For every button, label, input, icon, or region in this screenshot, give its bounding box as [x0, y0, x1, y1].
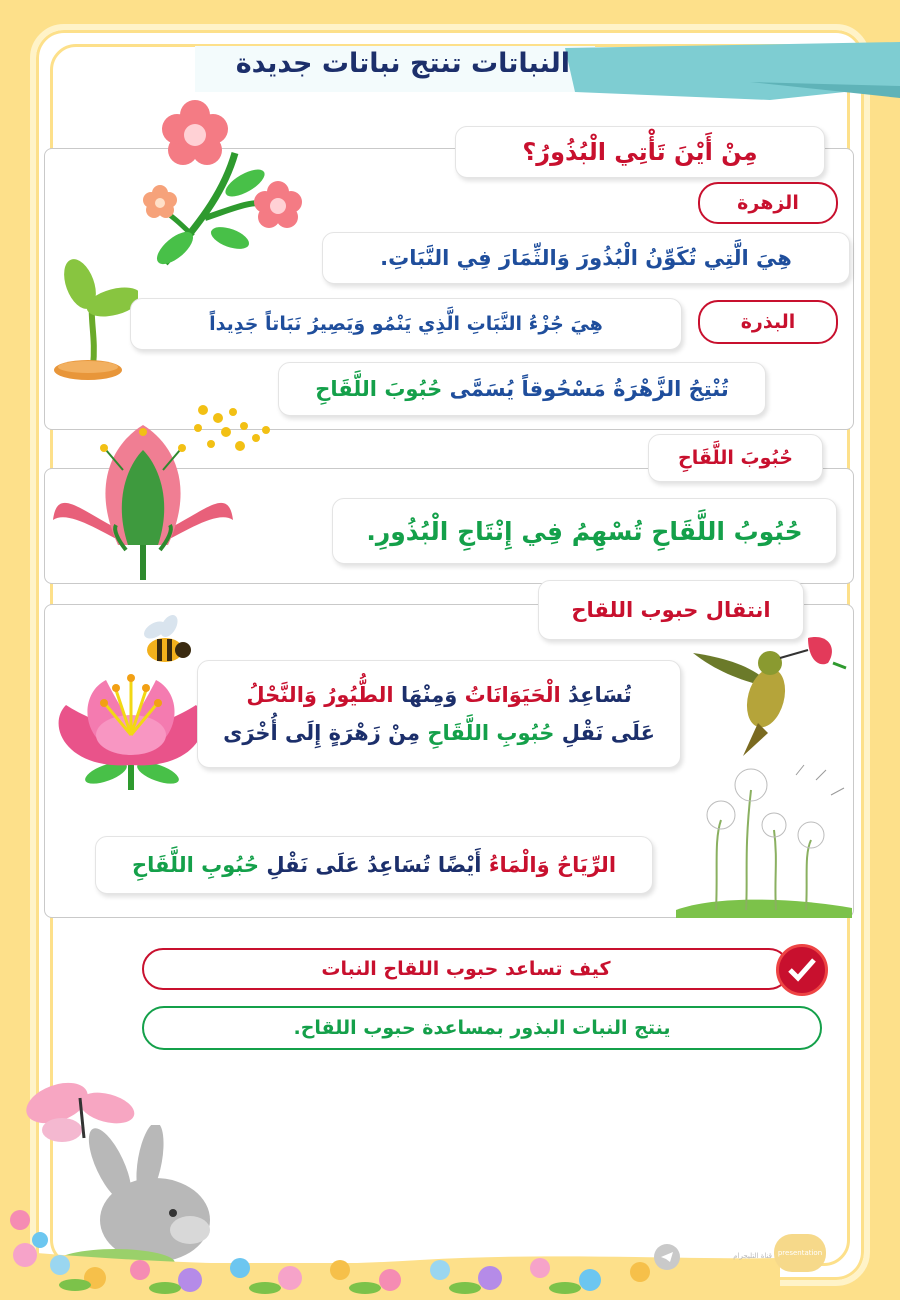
animals-l2-p1: عَلَى نَقْلِ	[561, 721, 655, 745]
wind-water-p1: الرِّيَاحُ وَالْمَاءُ	[488, 853, 617, 877]
pollen-intro	[315, 377, 729, 401]
review-question-box	[142, 948, 790, 990]
animals-l2-p3: مِنْ زَهْرَةٍ إِلَى أُخْرَى	[223, 721, 420, 745]
animals-l2-p2: حُبُوبِ اللَّقَاحِ	[427, 721, 555, 745]
animals-l1-p4: الطُّيُورُ وَالنَّحْلُ	[246, 683, 394, 707]
animals-l1-p1: تُسَاعِدُ	[568, 683, 632, 707]
page-title: النباتات تنتج نباتات جديدة	[235, 48, 570, 79]
flower-definition-box	[322, 232, 850, 284]
flower-label: الزهرة	[737, 192, 799, 214]
dandelion-icon	[676, 760, 852, 918]
animals-line-1	[246, 683, 631, 707]
sprout-seed-icon	[48, 252, 138, 387]
review-answer-box	[142, 1006, 822, 1050]
animals-line-2	[223, 721, 655, 745]
checkmark-icon	[776, 944, 828, 996]
pollen-sentence	[366, 517, 802, 546]
pollen-intro-box	[278, 362, 766, 416]
presentation-badge-text: presentation	[777, 1249, 823, 1257]
transfer-heading: انتقال حبوب اللقاح	[571, 598, 771, 622]
animals-text-box	[197, 660, 681, 768]
flower-definition: هِيَ الَّتِي تُكَوِّنُ الْبُذُورَ وَالثِّمَارَ فِي النَّبَاتِ.	[380, 246, 792, 270]
flower-stem-icon	[135, 98, 315, 273]
pollen-sentence-box	[332, 498, 837, 564]
flower-label-tag	[698, 182, 838, 224]
seed-label: البذرة	[740, 311, 796, 333]
question-text: مِنْ أَيْنَ تَأْتِي الْبُذُورُ؟	[522, 138, 758, 166]
question-tag	[455, 126, 825, 178]
lily-flower-icon	[48, 420, 238, 585]
seed-label-tag	[698, 300, 838, 344]
wind-water-text	[132, 853, 616, 877]
animals-text-lines	[223, 683, 655, 745]
pollen-sentence-part1: حُبُوبُ اللَّقَاحِ	[651, 516, 803, 546]
wind-water-p2: أَيْضًا تُسَاعِدُ عَلَى نَقْلِ	[266, 853, 482, 877]
animals-l1-p2: الْحَيَوَانَاتُ	[464, 683, 561, 707]
presentation-badge	[774, 1234, 826, 1272]
pollen-intro-part1: تُنْتِجُ الزَّهْرَةُ مَسْحُوقاً يُسَمَّى	[449, 377, 729, 401]
seed-definition: هِيَ جُزْءُ النَّبَاتِ الَّذِي يَنْمُو وَيَصِيرُ نَبَاتاً جَدِيداً	[209, 313, 603, 335]
wind-water-p3: حُبُوبِ اللَّقَاحِ	[131, 853, 260, 877]
seed-definition-box	[130, 298, 682, 350]
telegram-channel-label: قناة التليجرام	[733, 1252, 772, 1260]
review-answer: ينتج النبات البذور بمساعدة حبوب اللقاح.	[293, 1017, 671, 1039]
pollen-heading-tag	[648, 434, 823, 482]
pollen-sentence-part2: تُسْهِمُ فِي إِنْتَاجِ الْبُذُورِ.	[366, 516, 643, 546]
pollen-intro-part2: حُبُوبَ اللَّقَاحِ	[315, 377, 443, 401]
animals-l1-p3: وَمِنْهَا	[400, 683, 458, 707]
pollen-heading: حُبُوبَ اللَّقَاحِ	[678, 447, 793, 469]
wind-water-box	[95, 836, 653, 894]
telegram-icon[interactable]	[654, 1244, 680, 1270]
hummingbird-icon	[688, 628, 848, 758]
review-question: كيف تساعد حبوب اللقاح النبات	[321, 958, 611, 980]
pink-flower-icon	[46, 655, 216, 790]
flower-bed-decoration	[0, 1160, 780, 1300]
